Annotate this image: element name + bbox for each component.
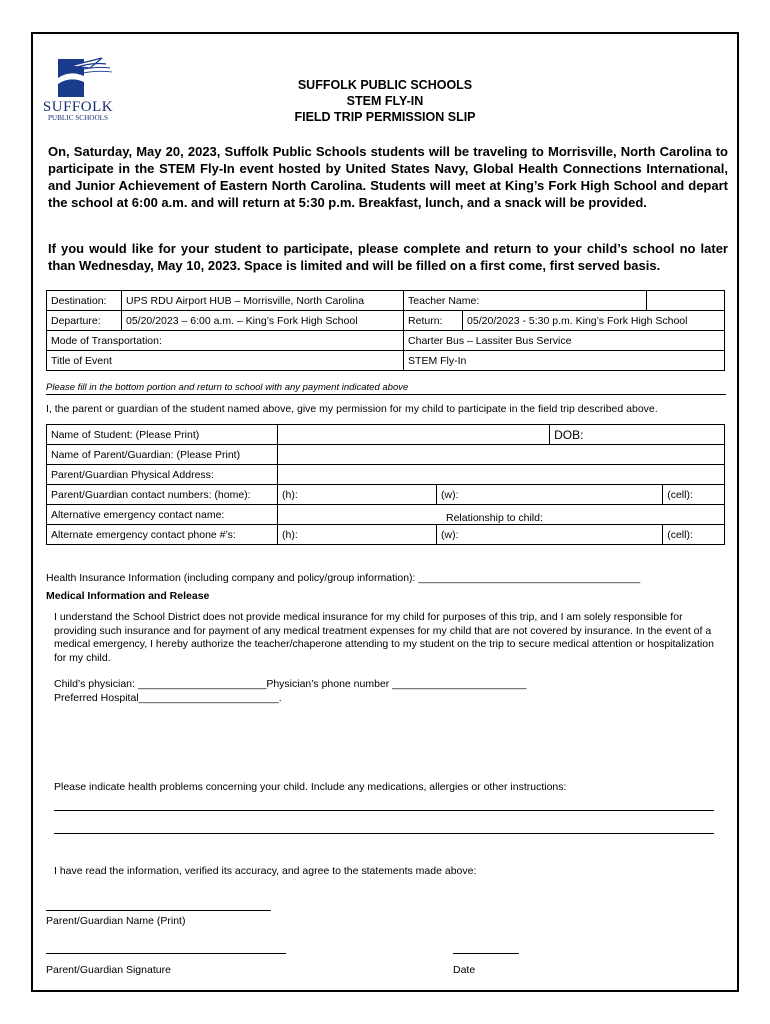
- teacher-name-field[interactable]: [646, 291, 724, 311]
- transport-label: Mode of Transportation:: [47, 331, 404, 351]
- signature-line[interactable]: [46, 953, 286, 954]
- return-value: 05/20/2023 - 5:30 p.m. King’s Fork High School: [463, 311, 725, 331]
- dob-field[interactable]: [550, 425, 725, 445]
- cell-phone-field[interactable]: (cell):: [663, 485, 725, 505]
- header-line-3: FIELD TRIP PERMISSION SLIP: [294, 110, 476, 124]
- trip-info-table: [46, 290, 725, 371]
- contact-numbers-label: Parent/Guardian contact numbers: (home):: [47, 485, 278, 505]
- transport-value: Charter Bus – Lassiter Bus Service: [404, 331, 725, 351]
- print-name-label: Parent/Guardian Name (Print): [46, 915, 186, 927]
- instruction-paragraph: If you would like for your student to participate, please complete and return to your child’s school no later than Wednesday, May 10, 2023. Space is limited and will be filled on a first come, first served basis.: [48, 241, 728, 273]
- medical-release-text: I understand the School District does not provide medical insurance for my child for purposes of this trip, and I am solely responsible for providing such insurance and for payment of any medical treatment expenses for my child that are not covered by insurance. In the event of a medical emergency, I hereby authorize the teacher/chaperone attending to my student on the trip to secure medical attention or hospitalization for my child.: [54, 611, 714, 664]
- alt-phone-label: Alternate emergency contact phone #’s:: [47, 525, 278, 545]
- logo-wordmark: SUFFOLK: [42, 99, 114, 115]
- address-label: Parent/Guardian Physical Address:: [47, 465, 278, 485]
- alt-contact-label: Alternative emergency contact name:: [47, 505, 278, 525]
- destination-value: UPS RDU Airport HUB – Morrisville, North Carolina: [122, 291, 404, 311]
- student-form-table: [46, 424, 725, 545]
- student-name-field[interactable]: [278, 425, 550, 445]
- alt-work-phone-field[interactable]: (w):: [437, 525, 663, 545]
- physician-line: Child’s physician: ______________________Physician’s phone number _______________________: [54, 678, 527, 690]
- logo-subtitle: PUBLIC SCHOOLS: [47, 114, 109, 122]
- print-name-line[interactable]: [46, 910, 271, 911]
- header-line-1: SUFFOLK PUBLIC SCHOOLS: [297, 78, 473, 92]
- fill-note: Please fill in the bottom portion and return to school with any payment indicated above: [46, 382, 409, 393]
- student-name-label: Name of Student: (Please Print): [47, 425, 278, 445]
- date-line[interactable]: [453, 953, 519, 954]
- destination-label: Destination:: [47, 291, 122, 311]
- date-label: Date: [453, 964, 476, 976]
- health-line-2[interactable]: [54, 833, 714, 834]
- work-phone-field[interactable]: (w):: [437, 485, 663, 505]
- health-line-1[interactable]: [54, 810, 714, 811]
- parent-name-field[interactable]: [278, 445, 725, 465]
- alt-home-phone-field[interactable]: (h):: [278, 525, 437, 545]
- teacher-label: Teacher Name:: [404, 291, 647, 311]
- alt-contact-field[interactable]: [278, 505, 725, 525]
- header-line-2: STEM FLY-IN: [346, 94, 424, 108]
- divider: [46, 394, 726, 395]
- insurance-line: Health Insurance Information (including company and policy/group information): ______________________________________: [46, 572, 641, 584]
- address-field[interactable]: [278, 465, 725, 485]
- health-prompt: Please indicate health problems concerning your child. Include any medications, allergies or other instructions:: [54, 781, 567, 793]
- departure-label: Departure:: [47, 311, 122, 331]
- home-phone-field[interactable]: (h):: [278, 485, 437, 505]
- intro-paragraph: On, Saturday, May 20, 2023, Suffolk Public Schools students will be traveling to Morrisville, North Carolina to participate in the STEM Fly-In event hosted by United States Navy, Global Health Connections International, and Junior Achievement of Eastern North Carolina. Students will meet at King’s Fork High School and depart the school at 6:00 a.m. and will return at 5:30 p.m. Breakfast, lunch, and a snack will be provided.: [48, 144, 728, 210]
- dob-label: DOB:: [554, 427, 584, 442]
- permission-statement: I, the parent or guardian of the student named above, give my permission for my child to participate in the field trip described above.: [46, 403, 658, 415]
- return-label: Return:: [404, 311, 463, 331]
- hospital-line: Preferred Hospital________________________.: [54, 692, 282, 704]
- agreement-statement: I have read the information, verified its accuracy, and agree to the statements made above:: [54, 865, 477, 877]
- alt-cell-phone-field[interactable]: (cell):: [663, 525, 725, 545]
- relationship-label: Relationship to child:: [446, 512, 543, 524]
- event-label: Title of Event: [47, 351, 404, 371]
- departure-value: 05/20/2023 – 6:00 a.m. – King’s Fork High School: [122, 311, 404, 331]
- medical-heading: Medical Information and Release: [46, 590, 210, 602]
- event-value: STEM Fly-In: [404, 351, 725, 371]
- signature-label: Parent/Guardian Signature: [46, 964, 171, 976]
- parent-name-label: Name of Parent/Guardian: (Please Print): [47, 445, 278, 465]
